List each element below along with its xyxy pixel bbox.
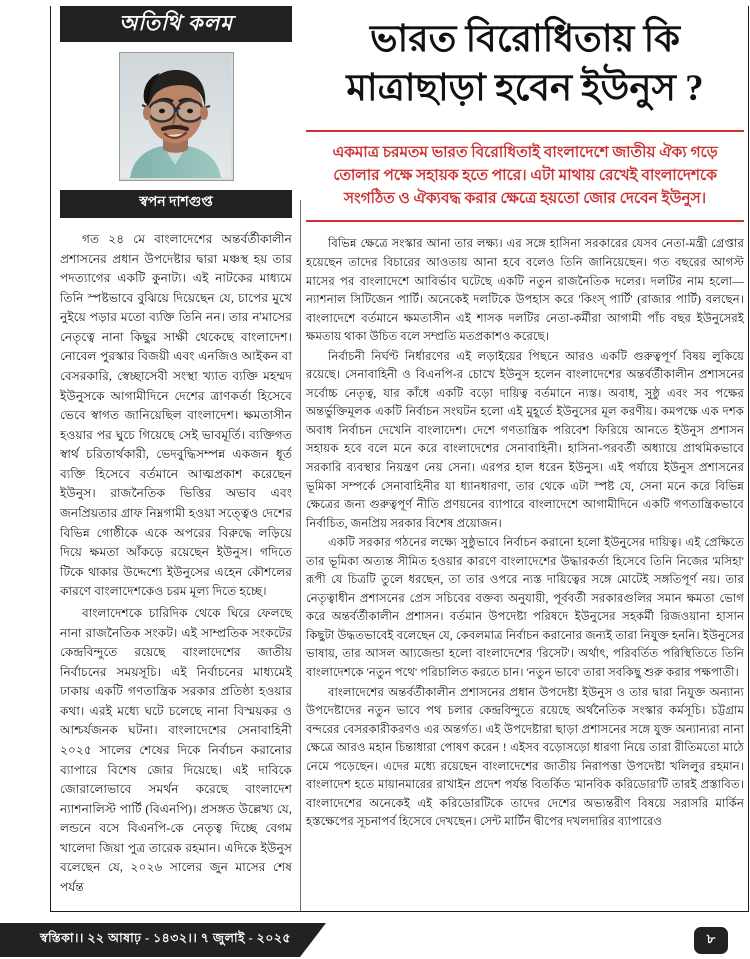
right-column [306,12,744,833]
author-byline: স্বপন দাশগুপ্ত [60,190,292,218]
footer-hairline [50,911,749,912]
column-divider-rule [300,200,301,911]
headline-line-1: ভারত বিরোধিতায় কি [369,19,681,60]
right-column-body [306,235,744,832]
left-border-rule [50,6,51,911]
left-column-body [60,230,292,898]
article-headline [306,16,744,114]
footer-issue-line: স্বস্তিকা।। ২২ আষাঢ় - ১৪৩২।। ৭ জুলাই - ২০২৫ [40,931,291,945]
paragraph: গত ২৪ মে বাংলাদেশের অন্তর্বর্তীকালীন প্রশাসনের প্রধান উপদেষ্টার দ্বারা মঞ্চস্থ হয় তার পদত্যাগের একটি কুনাট্য। এই নাটকের মাধ্যমে তিনি স্পষ্টভাবে বুঝিয়ে দিয়েছেন যে, চাপের মুখে নুইয়ে পড়ার মতো ব্যক্তি তিনি নন। তার ন'মাসের নেতৃত্বে নানা কিছুর সাক্ষী থেকেছে বাংলাদেশ। নোবেল পুরস্কার বিজয়ী এবং এনজিও আইকন বা বেসরকারি, স্বেচ্ছাসেবী সংস্থা খ্যাত ব্যক্তি মহম্মদ ইউনুসকে আগামীদিনে দেশের ত্রাণকর্তা হিসেবে ভেবে স্বাগত জানিয়েছিল বাংলাদেশ। ক্ষমতাসীন হওয়ার পর ঘুচে গিয়েছে সেই ভাবমূর্তি। ব্যক্তিগত স্বার্থ চরিতার্থকারী, ভেদবুদ্ধিসম্পন্ন একজন ধূর্ত ব্যক্তি হিসেবে বর্তমানে আত্মপ্রকাশ করেছেন ইউনুস। রাজনৈতিক ভিত্তির অভাব এবং জনপ্রিয়তার গ্রাফ নিম্নগামী হওয়া সত্ত্বেও দেশের বিভিন্ন গোষ্ঠীকে একে অপরের বিরুদ্ধে লড়িয়ে দিয়ে ক্ষমতা আঁকড়ে রয়েছেন ইউনুস। গদিতে টিকে থাকার উদ্দেশ্যে ইউনুসের এহেন কৌশলের কারণে বাংলাদেশকেও চরম মূল্য দিতে হচ্ছে। [60,231,292,599]
column-masthead-banner: অতিথি কলম [60,6,292,42]
article-standfirst: একমাত্র চরমতম ভারত বিরোধিতাই বাংলাদেশে জাতীয় ঐক্য গড়ে তোলার পক্ষে সহায়ক হতে পারে। এটা মাথায় রেখেই বাংলাদেশকে সংগঠিত ও ঐক্যবদ্ধ করার ক্ষেত্রে হয়তো জোর দেবেন ইউনুস। [306,130,744,223]
author-portrait-image [120,53,231,178]
paragraph: বাংলাদেশের অন্তর্বর্তীকালীন প্রশাসনের প্রধান উপদেষ্টা ইউনুস ও তার দ্বারা নিযুক্ত অন্যান্য উপদেষ্টাদের নতুন ভাবে পথ চলার কেন্দ্রবিন্দুতে রয়েছে অর্থনৈতিক সংস্কার কর্মসূচি। চট্টগ্রাম বন্দরের বেসরকারীকরণও এর অন্তর্গত। এই উপদেষ্টারা ছাড়া প্রশাসনের সঙ্গে যুক্ত অন্যান্যরা নানা ক্ষেত্রে আরও মহান চিন্তাধারা পোষণ করেন ! এইসব বড়োসড়ো ধারণা নিয়ে তারা রীতিমতো মাঠে নেমে পড়েছেন। এদের মধ্যে রয়েছেন বাংলাদেশের জাতীয় নিরাপত্তা উপদেষ্টা খলিলুর রহমান। বাংলাদেশ হতে মায়ানমারের রাখাইন প্রদেশ পর্যন্ত বিতর্কিত 'মানবিক করিডোর'টি তারই প্রস্তাবিত। বাংলাদেশের অনেকেই এই করিডোরটিকে তাদের দেশের অভ্যন্তরীণ বিষয়ে সরাসরি মার্কিন হস্তক্ষেপের সূচনাপর্ব হিসেবে দেখছেন। সেন্ট মার্টিন দ্বীপের দখলদারির ব্যাপারেও [306,685,744,829]
footer-bar [0,923,300,957]
paragraph: বিভিন্ন ক্ষেত্রে সংস্কার আনা তার লক্ষ্য। এর সঙ্গে হাসিনা সরকারের যেসব নেতা-মন্ত্রী গ্রেপ্তার হয়েছেন তাদের বিচারের আওতায় আনা হবে বলেও তিনি জানিয়েছেন। গত বছরের আগস্ট মাসের পর বাংলাদেশে আবির্ভাব ঘটেছে একটি নতুন রাজনৈতিক দলের। দলটির নাম হলো— ন্যাশনাল সিটিজেন পার্টি। অনেকেই দলটিকে উপহাস করে 'কিংস্ পার্টি' (রাজার পার্টি) বলছেন। বাংলাদেশে বর্তমানে ক্ষমতাসীন এই শাসক দলটির নেতা-কর্মীরা আগামী পাঁচ বছর ইউনুসেরই ক্ষমতায় থাকা উচিত বলে সম্প্রতি মতপ্রকাশও করেছে। [306,237,744,344]
author-portrait [119,52,234,181]
paragraph: একটি সরকার গঠনের লক্ষ্যে সুষ্ঠুভাবে নির্বাচন করানো হলো ইউনুসের দায়িত্ব। এই প্রেক্ষিতে তার ভূমিকা অত্যন্ত সীমিত হওয়ার কারণে বাংলাদেশের উদ্ধারকর্তা হিসেবে তিনি নিজের 'মসিহা' রূপী যে চিত্রটি তুলে ধরছেন, তা তার ওপরে ন্যস্ত দায়িত্বের সঙ্গে মোটেই সঙ্গতিপূর্ণ নয়। তার নেতৃত্বাধীন প্রশাসনের প্রেস সচিবের বক্তব্য অনুযায়ী, পূর্ববর্তী সরকারগুলির সমান ক্ষমতা ভোগ করে অন্তর্বর্তীকালীন প্রশাসন। বর্তমান উপদেষ্টা পরিষদে ইউনুসের সহকর্মী রিজওয়ানা হাসান কিছুটা উদ্ধতভাবেই বলেছেন যে, কেবলমাত্র নির্বাচন করানোর জন্যই তারা নিযুক্ত হননি। ইউনুসের ভাষায়, তার আসল আ্যজেন্ডা হলো বাংলাদেশের 'রিসেট'। অর্থাৎ, পরিবর্তিত পরিস্থিতিতে তিনি বাংলাদেশকে 'নতুন পথে' পরিচালিত করতে চান। 'নতুন ভাবে' তারা সবকিছু শুরু করার পক্ষপাতী। [306,536,744,679]
page-number-badge: ৮ [694,927,728,954]
headline-line-2: মাত্রাছাড়া হবেন ইউনুস ? [346,67,704,109]
paragraph: নির্বাচনী নির্ঘণ্ট নির্ধারণের এই লড়াইয়ের পিছনে আরও একটি গুরুত্বপূর্ণ বিষয় লুকিয়ে রয়েছে। সেনাবাহিনী ও বিএনপি-র চোখে ইউনুস হলেন বাংলাদেশের অন্তর্বর্তীকালীন প্রশাসনের সর্বোচ্চ নেতৃত্ব, যার কাঁধে একটি বড়ো দায়িত্ব বর্তমানে ন্যস্ত। অবাধ, সুষ্ঠু এবং সব পক্ষের অন্তর্ভুক্তিমূলক একটি নির্বাচন সংঘটন হলো এই মুহূর্তে ইউনুসের মূল করণীয়। কমপক্ষে এক দশক অবাধ নির্বাচন দেখেনি বাংলাদেশ। দেশে গণতান্ত্রিক পরিবেশ ফিরিয়ে আনতে ইউনুস প্রশাসন সহায়ক হবে বলে মনে করে বাংলাদেশের সেনাবাহিনী। হাসিনা-পরবর্তী অধ্যায়ে প্রাথমিকভাবে সরকারি ব্যবস্থার নিয়ন্ত্রণ নেয় সেনা। এরপর হাল ধরেন ইউনুস। এই পর্যায়ে ইউনুস প্রশাসনের ভূমিকা সম্পর্কে সেনাবাহিনীর যা ধ্যানধারণা, তার থেকে এটা স্পষ্ট যে, সেনা মনে করে বিভিন্ন ক্ষেত্রের জন্য গুরুত্বপূর্ণ নীতি প্রণয়নের ব্যাপারে বাংলাদেশে আগামীদিনে একটি গণতান্ত্রিকভাবে নির্বাচিত, জনপ্রিয় সরকার বিশেষ প্রয়োজন। [306,349,744,530]
paragraph: বাংলাদেশকে চারিদিক থেকে ঘিরে ফেলছে নানা রাজনৈতিক সংকট। এই সাম্প্রতিক সংকটের কেন্দ্রবিন্দুতে রয়েছে বাংলাদেশের জাতীয় নির্বাচনের সময়সূচি। এই নির্বাচনের মাধ্যমেই ঢাকায় একটি গণতান্ত্রিক সরকার প্রতিষ্ঠা হওয়ার কথা। এরই মধ্যে ঘটে চলেছে নানা বিস্ময়কর ও আশ্চর্যজনক ঘটনা। বাংলাদেশের সেনাবাহিনী ২০২৫ সালের শেষের দিকে নির্বাচন করানোর ব্যাপারে বিশেষ জোর দিয়েছে। এই দাবিকে জোরালোভাবে সমর্থন করেছে বাংলাদেশ ন্যাশনালিস্ট পার্টি (বিএনপি)। প্রসঙ্গত উল্লেখ্য যে, লন্ডনে বসে বিএনপি-কে নেতৃত্ব দিচ্ছে বেগম খালেদা জিয়া পুত্র তারেক রহমান। এদিকে ইউনুস বলেছেন যে, ২০২৬ সালের জুন মাসের শেষ পর্যন্ত [60,605,292,895]
left-column [60,6,292,900]
right-border-rule [748,6,749,911]
